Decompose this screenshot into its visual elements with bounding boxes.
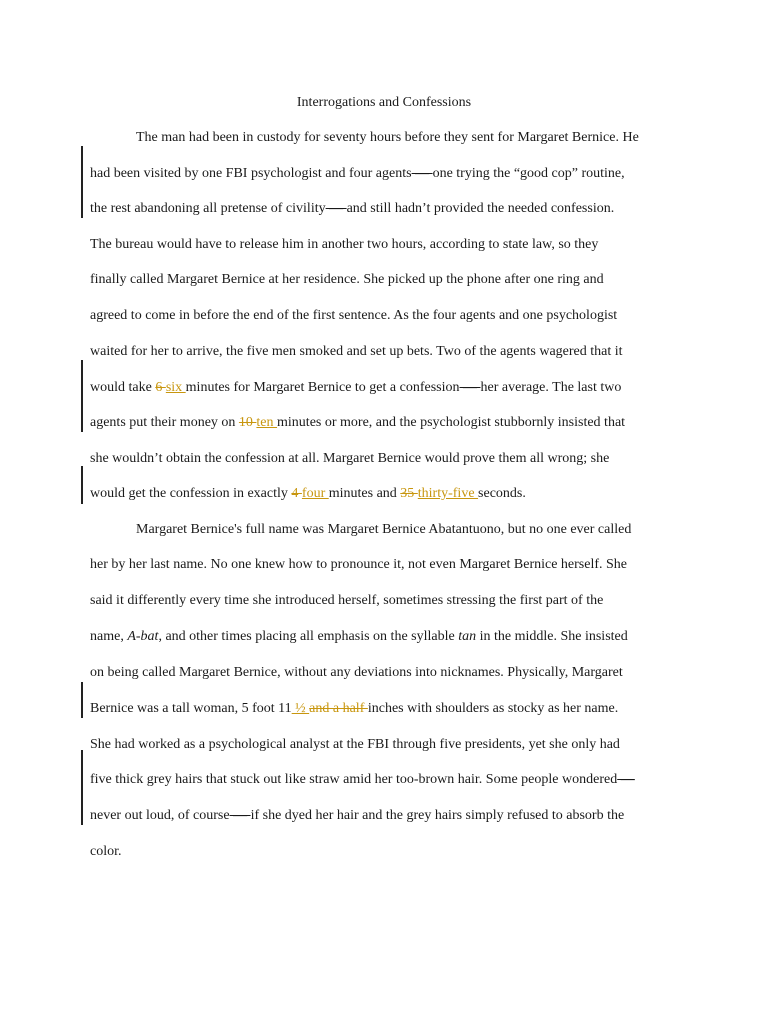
deleted-text: and a half [309, 701, 368, 716]
text-run: inches with shoulders as stocky as her name. [367, 701, 619, 716]
em-dash: — [411, 166, 433, 181]
text-run: and still hadn’t provided the needed confession. [346, 201, 615, 216]
paragraph-1-line: The bureau would have to release him in another two hours, according to state law, so they [90, 237, 599, 252]
paragraph-1-line [90, 378, 690, 398]
text-run: five thick grey hairs that stuck out like straw amid her too-brown hair. Some people wondered [90, 772, 618, 787]
paragraph-2-line: She had worked as a psychological analyst at the FBI through five presidents, yet she only had [90, 737, 620, 752]
paragraph-1-line [90, 413, 690, 433]
paragraph-2-line [90, 699, 690, 719]
text-run: her average. The last two [480, 380, 622, 395]
change-bar [81, 360, 83, 432]
text-run: the rest abandoning all pretense of civility [90, 201, 326, 216]
paragraph-1-line [90, 199, 690, 219]
paragraph-1-line [136, 128, 736, 148]
paragraph-2-line: her by her last name. No one knew how to pronounce it, not even Margaret Bernice herself. She [90, 557, 628, 572]
inserted-text: ½ [291, 701, 310, 716]
change-bar [81, 750, 83, 825]
text-run: never out loud, of course [90, 808, 230, 823]
inserted-text: six [165, 380, 186, 395]
change-bar [81, 146, 83, 218]
text-run: , and other times placing all emphasis on the syllable [158, 629, 459, 644]
text-run: minutes or more, and the psychologist stubbornly insisted that [277, 415, 626, 430]
text-run: if she dyed her hair and the grey hairs simply refused to absorb the [250, 808, 625, 823]
inserted-text: ten [256, 415, 278, 430]
paragraph-2-line [90, 770, 690, 790]
em-dash: — [617, 772, 635, 787]
text-run: minutes and [328, 486, 401, 501]
text-run: The man had been in custody for seventy hours before they sent for Margaret Bernice. He [136, 130, 639, 145]
italic-text: tan [458, 629, 477, 644]
paragraph-2-line [90, 806, 690, 826]
text-run: one trying the “good cop” routine, [432, 166, 625, 181]
em-dash: — [229, 808, 251, 823]
text-run: seconds. [478, 486, 526, 501]
text-run: agents put their money on [90, 415, 239, 430]
paragraph-2-line: on being called Margaret Bernice, without any deviations into nicknames. Physically, Margaret [90, 665, 623, 680]
text-run: had been visited by one FBI psychologist and four agents [90, 166, 412, 181]
text-run: would take [90, 380, 156, 395]
text-run: in the middle. She insisted [476, 629, 628, 644]
change-bar [81, 466, 83, 504]
em-dash: — [459, 380, 481, 395]
paragraph-2-line: color. [90, 844, 122, 859]
deleted-text: 4 [291, 486, 302, 501]
deleted-text: 6 [155, 380, 166, 395]
inserted-text: thirty-five [417, 486, 479, 501]
text-run: would get the confession in exactly [90, 486, 292, 501]
document-title: Interrogations and Confessions [296, 95, 472, 110]
paragraph-1-line: agreed to come in before the end of the first sentence. As the four agents and one psychologist [90, 308, 618, 323]
em-dash: — [325, 201, 347, 216]
paragraph-2-line: Margaret Bernice's full name was Margaret Bernice Abatantuono, but no one ever called [136, 522, 632, 537]
paragraph-1-line [90, 484, 690, 504]
text-run: name, [90, 629, 128, 644]
paragraph-1-line [90, 164, 690, 184]
paragraph-2-line [90, 627, 690, 647]
deleted-text: 10 [238, 415, 257, 430]
change-bar [81, 682, 83, 718]
inserted-text: four [301, 486, 329, 501]
paragraph-2-line: said it differently every time she introduced herself, sometimes stressing the first part of the [90, 593, 604, 608]
paragraph-1-line: she wouldn’t obtain the confession at all. Margaret Bernice would prove them all wrong; she [90, 451, 610, 466]
paragraph-1-line: finally called Margaret Bernice at her residence. She picked up the phone after one ring and [90, 272, 604, 287]
paragraph-1-line: waited for her to arrive, the five men smoked and set up bets. Two of the agents wagered that it [90, 344, 623, 359]
italic-text: A-bat [127, 629, 159, 644]
text-run: minutes for Margaret Bernice to get a confession [185, 380, 460, 395]
text-run: Bernice was a tall woman, 5 foot 11 [90, 701, 292, 716]
deleted-text: 35 [400, 486, 418, 501]
